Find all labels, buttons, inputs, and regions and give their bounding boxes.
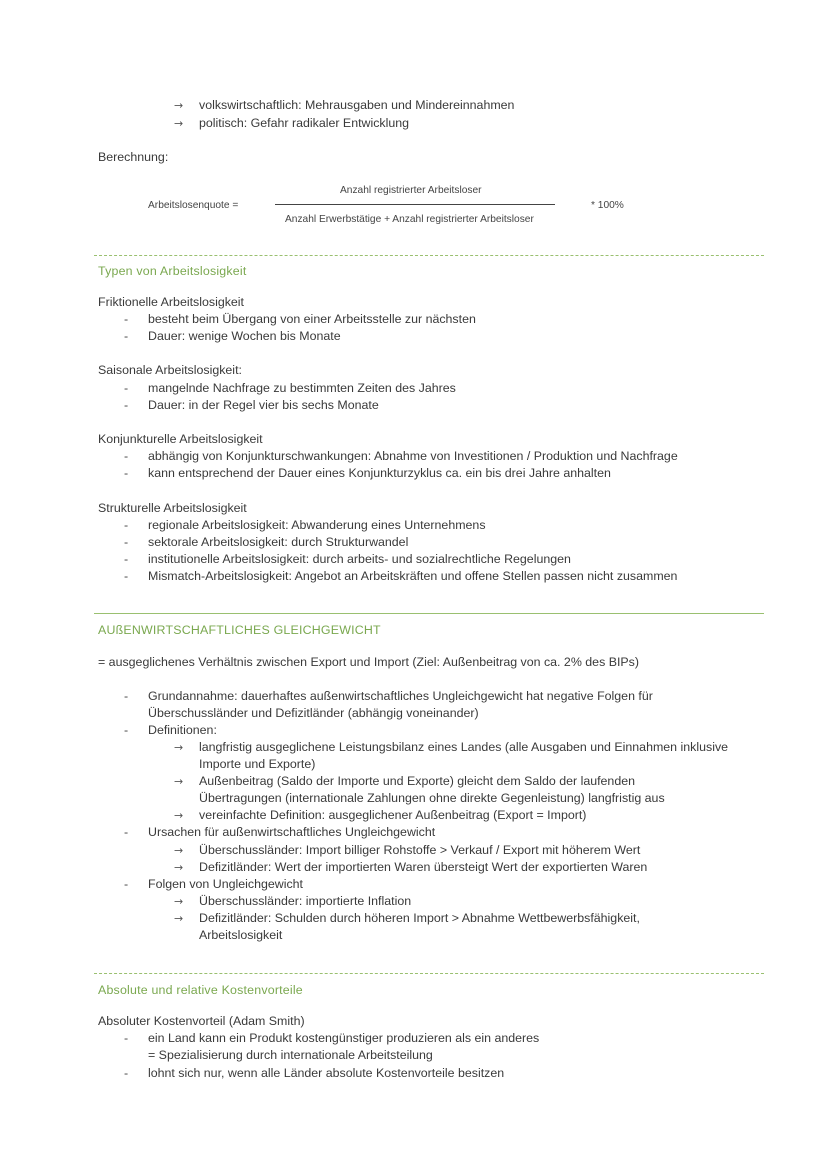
arrow-icon: → — [174, 741, 184, 754]
formula-multiplier: * 100% — [591, 200, 624, 211]
arrow-item: volkswirtschaftlich: Mehrausgaben und Mindereinnahmen — [199, 98, 515, 112]
arrow-icon: → — [174, 861, 184, 874]
bullet-dash: - — [124, 1031, 129, 1045]
list-item: institutionelle Arbeitslosigkeit: durch arbeits- und sozialrechtliche Regelungen — [148, 552, 571, 566]
arrow-icon: → — [174, 117, 184, 130]
arrow-item: politisch: Gefahr radikaler Entwicklung — [199, 116, 410, 130]
section-divider — [94, 973, 764, 974]
bullet-dash: - — [124, 312, 129, 326]
list-item: regionale Arbeitslosigkeit: Abwanderung eines Unternehmens — [148, 518, 486, 532]
bullet-dash: - — [124, 329, 129, 343]
bullet-dash: - — [124, 1066, 129, 1080]
group-title: Strukturelle Arbeitslosigkeit — [98, 501, 247, 515]
sub-item: Defizitländer: Schulden durch höheren Import > Abnahme Wettbewerbsfähigkeit, — [199, 911, 640, 925]
arrow-icon: → — [174, 809, 184, 822]
bullet-dash: - — [124, 535, 129, 549]
list-item: kann entsprechend der Dauer eines Konjunkturzyklus ca. ein bis drei Jahre anhalten — [148, 466, 611, 480]
section-divider — [94, 613, 764, 614]
list-item: abhängig von Konjunkturschwankungen: Abnahme von Investitionen / Produktion und Nachfrage — [148, 449, 678, 463]
sub-item: langfristig ausgeglichene Leistungsbilanz eines Landes (alle Ausgaben und Einnahmen inklusive — [199, 740, 729, 754]
arrow-icon: → — [174, 895, 184, 908]
list-item-cont: = Spezialisierung durch internationale Arbeitsteilung — [148, 1048, 433, 1062]
bullet-dash: - — [124, 569, 129, 583]
sub-item-cont: Importe und Exporte) — [199, 757, 316, 771]
group-title: Saisonale Arbeitslosigkeit: — [98, 363, 242, 377]
bullet-dash: - — [124, 689, 129, 703]
sub-item: Überschussländer: importierte Inflation — [199, 894, 412, 908]
sub-item-cont: Arbeitslosigkeit — [199, 928, 283, 942]
bullet-dash: - — [124, 723, 129, 737]
list-item: Dauer: wenige Wochen bis Monate — [148, 329, 341, 343]
sub-item-cont: Übertragungen (internationale Zahlungen ohne direkte Gegenleistung) langfristig aus — [199, 791, 665, 805]
group-title: Absoluter Kostenvorteil (Adam Smith) — [98, 1014, 305, 1028]
bullet-dash: - — [124, 466, 129, 480]
list-item: sektorale Arbeitslosigkeit: durch Strukturwandel — [148, 535, 409, 549]
list-item: mangelnde Nachfrage zu bestimmten Zeiten des Jahres — [148, 381, 456, 395]
list-item: Mismatch-Arbeitslosigkeit: Angebot an Arbeitskräften und offene Stellen passen nicht zusammen — [148, 569, 678, 583]
list-item: lohnt sich nur, wenn alle Länder absolute Kostenvorteile besitzen — [148, 1066, 505, 1080]
group-title: Konjunkturelle Arbeitslosigkeit — [98, 432, 263, 446]
aussen-definition: = ausgeglichenes Verhältnis zwischen Export und Import (Ziel: Außenbeitrag von ca. 2% des BIPs) — [98, 655, 640, 669]
section-heading-aussen: AUßENWIRTSCHAFTLICHES GLEICHGEWICHT — [98, 623, 381, 637]
bullet-dash: - — [124, 518, 129, 532]
list-item-cont: Überschussländer und Defizitländer (abhängig voneinander) — [148, 706, 479, 720]
sub-item: Außenbeitrag (Saldo der Importe und Exporte) gleicht dem Saldo der laufenden — [199, 774, 636, 788]
section-heading-typen: Typen von Arbeitslosigkeit — [98, 264, 247, 278]
formula-denominator: Anzahl Erwerbstätige + Anzahl registrierter Arbeitsloser — [285, 214, 534, 225]
berechnung-label: Berechnung: — [98, 150, 169, 164]
sub-item: vereinfachte Definition: ausgeglichener Außenbeitrag (Export = Import) — [199, 808, 587, 822]
arrow-icon: → — [174, 912, 184, 925]
formula-numerator: Anzahl registrierter Arbeitsloser — [340, 185, 482, 196]
list-item: Definitionen: — [148, 723, 217, 737]
list-item: Folgen von Ungleichgewicht — [148, 877, 303, 891]
sub-item: Defizitländer: Wert der importierten Waren übersteigt Wert der exportierten Waren — [199, 860, 648, 874]
sub-item: Überschussländer: Import billiger Rohstoffe > Verkauf / Export mit höherem Wert — [199, 843, 641, 857]
arrow-icon: → — [174, 775, 184, 788]
arrow-icon: → — [174, 844, 184, 857]
section-heading-kosten: Absolute und relative Kostenvorteile — [98, 983, 303, 997]
fraction-line — [275, 204, 555, 205]
section-divider — [94, 255, 764, 256]
arrow-icon: → — [174, 99, 184, 112]
list-item: Grundannahme: dauerhaftes außenwirtschaftliches Ungleichgewicht hat negative Folgen für — [148, 689, 653, 703]
bullet-dash: - — [124, 381, 129, 395]
group-title: Friktionelle Arbeitslosigkeit — [98, 295, 244, 309]
list-item: besteht beim Übergang von einer Arbeitsstelle zur nächsten — [148, 312, 476, 326]
bullet-dash: - — [124, 552, 129, 566]
bullet-dash: - — [124, 398, 129, 412]
formula-lhs: Arbeitslosenquote = — [148, 200, 239, 211]
list-item: ein Land kann ein Produkt kostengünstiger produzieren als ein anderes — [148, 1031, 540, 1045]
list-item: Dauer: in der Regel vier bis sechs Monate — [148, 398, 379, 412]
bullet-dash: - — [124, 449, 129, 463]
bullet-dash: - — [124, 877, 129, 891]
bullet-dash: - — [124, 825, 129, 839]
list-item: Ursachen für außenwirtschaftliches Ungleichgewicht — [148, 825, 436, 839]
